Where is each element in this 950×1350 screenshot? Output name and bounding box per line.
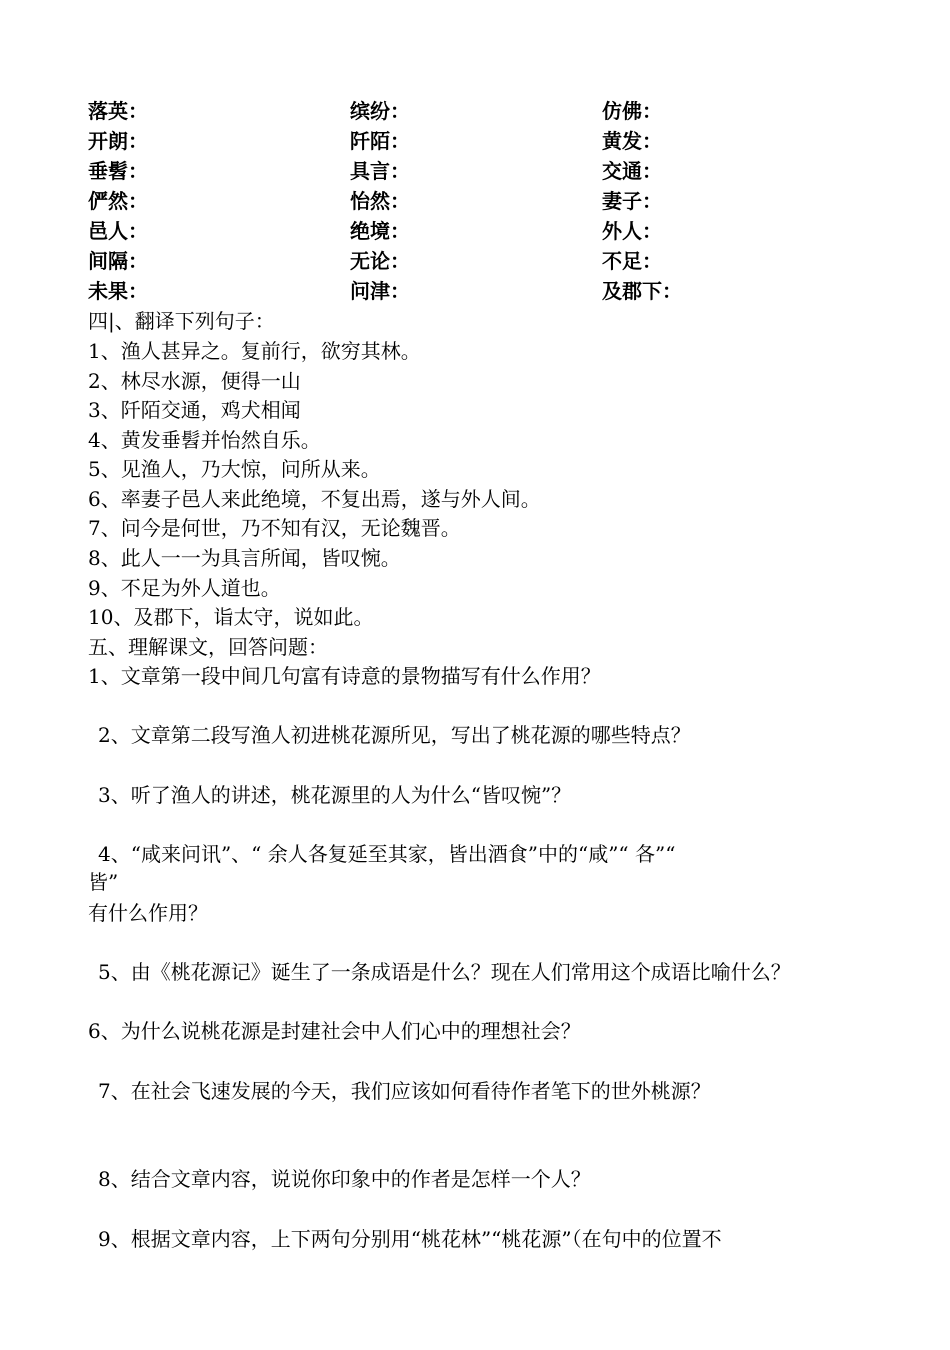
list-item: 1、渔人甚异之。复前行，欲穷其林。 <box>88 339 421 363</box>
question: 6、为什么说桃花源是封建社会中人们心中的理想社会？ <box>88 1019 581 1043</box>
vocab-term: 问津： <box>350 279 410 303</box>
list-item: 2、林尽水源，便得一山 <box>88 369 301 393</box>
question-continuation: 有什么作用？ <box>88 901 208 925</box>
vocab-term: 阡陌： <box>350 129 410 153</box>
question: 2、文章第二段写渔人初进桃花源所见，写出了桃花源的哪些特点？ <box>98 723 691 747</box>
question: 3、听了渔人的讲述，桃花源里的人为什么“皆叹惋”？ <box>98 783 572 807</box>
vocab-term: 邑人： <box>88 219 148 243</box>
vocab-term: 绝境： <box>350 219 410 243</box>
vocab-term: 不足： <box>602 249 662 273</box>
list-item: 7、问今是何世，乃不知有汉，无论魏晋。 <box>88 516 461 540</box>
question: 1、文章第一段中间几句富有诗意的景物描写有什么作用？ <box>88 664 601 688</box>
vocab-term: 外人： <box>602 219 662 243</box>
vocab-term: 缤纷： <box>350 99 410 123</box>
list-item: 10、及郡下，诣太守，说如此。 <box>88 605 374 629</box>
list-item: 3、阡陌交通，鸡犬相闻 <box>88 398 301 422</box>
vocab-term: 俨然： <box>88 189 148 213</box>
vocab-term: 仿佛： <box>602 99 662 123</box>
vocab-term: 怡然： <box>350 189 410 213</box>
question: 4、“咸来问讯”、“ 余人各复延至其家，皆出酒食”中的“咸”“ 各”“ <box>98 842 676 866</box>
vocab-term: 垂髫： <box>88 159 148 183</box>
vocab-term: 间隔： <box>88 249 148 273</box>
vocab-term: 黄发： <box>602 129 662 153</box>
list-item: 4、黄发垂髫并怡然自乐。 <box>88 428 321 452</box>
question-continuation: 皆” <box>88 870 119 894</box>
question: 7、在社会飞速发展的今天，我们应该如何看待作者笔下的世外桃源？ <box>98 1079 711 1103</box>
vocab-term: 未果： <box>88 279 148 303</box>
question: 9、根据文章内容，上下两句分别用“桃花林”“桃花源”（在句中的位置不 <box>98 1227 722 1251</box>
vocab-term: 无论： <box>350 249 410 273</box>
vocab-term: 妻子： <box>602 189 662 213</box>
vocab-term: 交通： <box>602 159 662 183</box>
vocab-term: 落英： <box>88 99 148 123</box>
section-heading: 四|、翻译下列句子： <box>88 309 275 333</box>
question: 8、结合文章内容，说说你印象中的作者是怎样一个人？ <box>98 1167 591 1191</box>
section-heading: 五、理解课文，回答问题： <box>88 635 328 659</box>
question: 5、由《桃花源记》诞生了一条成语是什么？现在人们常用这个成语比喻什么？ <box>98 960 791 984</box>
vocab-term: 及郡下： <box>602 279 682 303</box>
list-item: 6、率妻子邑人来此绝境，不复出焉，遂与外人间。 <box>88 487 541 511</box>
list-item: 9、不足为外人道也。 <box>88 576 281 600</box>
list-item: 8、此人一一为具言所闻，皆叹惋。 <box>88 546 401 570</box>
list-item: 5、见渔人，乃大惊，问所从来。 <box>88 457 381 481</box>
vocab-term: 开朗： <box>88 129 148 153</box>
vocab-term: 具言： <box>350 159 410 183</box>
